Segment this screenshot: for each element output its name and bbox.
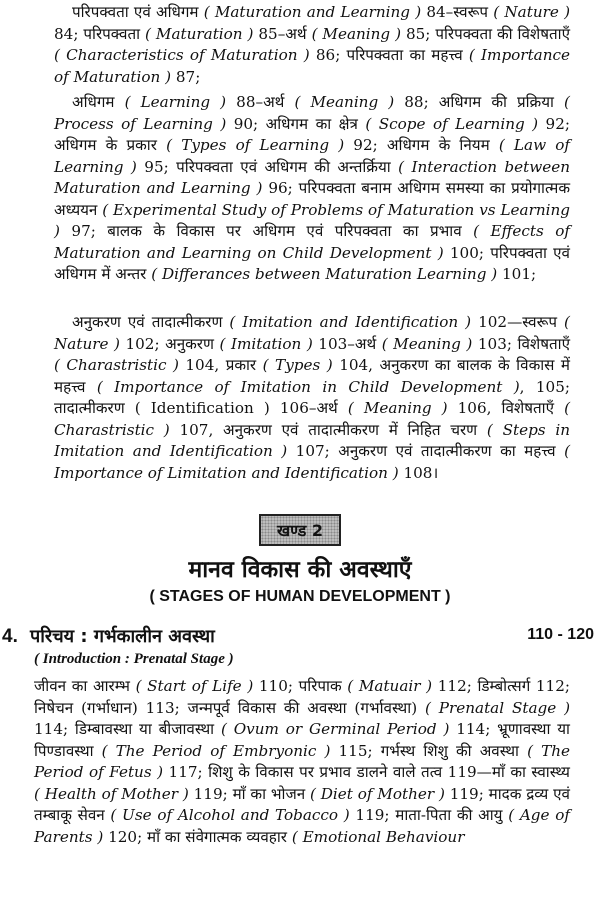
chapter-title: परिचय : गर्भकालीन अवस्था bbox=[30, 626, 215, 647]
english-gloss: ( Age of Parents ) bbox=[34, 806, 570, 846]
paragraph-learning bbox=[54, 92, 570, 286]
english-gloss: ( Law of Learning ) bbox=[54, 136, 571, 176]
chapter-number: 4. bbox=[2, 626, 18, 647]
hindi-text: 95; परिपक्वता एवं अधिगम की अन्तर्क्रिया bbox=[136, 157, 399, 176]
section-subtitle: ( STAGES OF HUMAN DEVELOPMENT ) bbox=[149, 588, 451, 605]
hindi-text: 110; परिपाक bbox=[253, 677, 348, 695]
english-gloss: ( Start of Life ) bbox=[135, 677, 254, 695]
hindi-text: 97; बालक के विकास पर अधिगम एवं परिपक्वता का प्रभाव bbox=[59, 222, 474, 240]
hindi-text: 85; परिपक्वता की विशेषताएँ bbox=[401, 24, 570, 43]
hindi-text: अधिगम bbox=[72, 93, 125, 111]
hindi-text: 107; अनुकरण एवं तादात्मीकरण का महत्त्व bbox=[287, 442, 565, 460]
english-gloss: ( Importance of Limitation and Identification ) bbox=[54, 442, 570, 482]
hindi-text: अनुकरण एवं तादात्मीकरण bbox=[72, 313, 230, 331]
hindi-text: 86; परिपक्वता का महत्त्व bbox=[309, 46, 469, 64]
hindi-text: 100; परिपक्वता एवं अधिगम में अन्तर bbox=[54, 243, 570, 283]
hindi-text: 102; अनुकरण bbox=[119, 334, 220, 353]
hindi-text: 114; भ्रूणावस्था या पिण्डावस्था bbox=[34, 720, 570, 760]
english-gloss: ( Meaning ) bbox=[347, 399, 448, 417]
hindi-text: 101; bbox=[497, 265, 537, 283]
english-gloss: ( Nature ) bbox=[493, 3, 571, 21]
hindi-text: 88–अर्थ bbox=[226, 93, 295, 111]
paragraph-maturation bbox=[54, 2, 570, 88]
english-gloss: ( Differances between Maturation Learning ) bbox=[151, 265, 498, 283]
hindi-text: 108। bbox=[398, 463, 439, 482]
english-gloss: ( Characteristics of Maturation ) bbox=[54, 46, 310, 64]
english-gloss: ( Types ) bbox=[262, 356, 333, 374]
english-gloss: ( Process of Learning ) bbox=[54, 93, 570, 133]
english-gloss: ( Steps in Imitation and Identification ) bbox=[54, 420, 570, 460]
hindi-text: जीवन का आरम्भ bbox=[34, 677, 136, 695]
english-gloss: ( Emotional Behaviour bbox=[291, 827, 465, 846]
section-title: मानव विकास की अवस्थाएँ bbox=[188, 557, 412, 583]
english-gloss: ( Meaning ) bbox=[381, 334, 473, 353]
english-gloss: ( Interaction between Maturation and Learning ) bbox=[54, 157, 570, 197]
english-gloss: ( Effects of Maturation and Learning on Child Development ) bbox=[54, 222, 570, 262]
english-gloss: ( Experimental Study of Problems of Maturation vs Learning ) bbox=[54, 200, 570, 240]
english-gloss: ( Health of Mother ) bbox=[34, 784, 189, 803]
english-gloss: ( Maturation and Learning ) bbox=[203, 3, 422, 21]
paragraph-prenatal bbox=[34, 676, 570, 848]
hindi-text: 106, विशेषताएँ bbox=[447, 399, 565, 417]
hindi-text: 90; अधिगम का क्षेत्र bbox=[226, 114, 366, 133]
hindi-text: 96; परिपक्वता बनाम अधिगम समस्या का प्रयोगात्मक अध्ययन bbox=[54, 179, 570, 219]
english-gloss: ( Charastristic ) bbox=[54, 356, 179, 374]
english-gloss: ( Types of Learning ) bbox=[166, 136, 345, 154]
english-gloss: ( Maturation ) bbox=[145, 24, 254, 43]
chapter-page-range: 110 - 120 bbox=[527, 626, 594, 643]
english-gloss: ( Importance of Imitation in Child Development ) bbox=[96, 377, 520, 396]
english-gloss: ( Diet of Mother ) bbox=[309, 784, 445, 803]
english-gloss: ( The Period of Embryonic ) bbox=[101, 741, 331, 760]
section-badge-row bbox=[0, 514, 600, 546]
english-gloss: ( Meaning ) bbox=[311, 24, 402, 43]
hindi-text: 85–अर्थ bbox=[253, 24, 312, 43]
section-badge: खण्ड 2 bbox=[259, 514, 341, 546]
english-gloss: ( Matuair ) bbox=[347, 677, 433, 695]
english-gloss: ( The Period of Fetus ) bbox=[34, 741, 570, 781]
hindi-text: 103–अर्थ bbox=[312, 334, 382, 353]
hindi-text: 114; डिम्बावस्था या बीजावस्था bbox=[34, 720, 221, 738]
english-gloss: ( Importance of Maturation ) bbox=[54, 46, 570, 86]
hindi-text: 119; माता-पिता की आयु bbox=[349, 806, 509, 824]
paragraph-imitation bbox=[54, 312, 570, 484]
english-gloss: ( Learning ) bbox=[124, 93, 227, 111]
hindi-text: 92; अधिगम के प्रकार bbox=[54, 114, 570, 154]
hindi-text: 104, प्रकार bbox=[178, 356, 263, 374]
hindi-text: 103; विशेषताएँ bbox=[472, 334, 570, 353]
hindi-text: 112; डिम्बोत्सर्ग 112; निषेचन (गर्भाधान) 113; जन्मपूर्व विकास की अवस्था (गर्भावस्था) bbox=[34, 677, 570, 717]
hindi-text: 104, अनुकरण का बालक के विकास में महत्त्व bbox=[54, 356, 571, 396]
english-gloss: ( Prenatal Stage ) bbox=[424, 698, 570, 717]
hindi-text: 120; माँ का संवेगात्मक व्यवहार bbox=[103, 827, 292, 846]
hindi-text: 102—स्वरूप bbox=[471, 313, 565, 331]
hindi-text: 119; माँ का भोजन bbox=[188, 784, 310, 803]
english-gloss: ( Use of Alcohol and Tobacco ) bbox=[110, 806, 350, 824]
english-gloss: ( Charastristic ) bbox=[54, 399, 571, 439]
hindi-text: 115; गर्भस्थ शिशु की अवस्था bbox=[330, 741, 528, 760]
hindi-text: 84; परिपक्वता bbox=[54, 24, 146, 43]
hindi-text: 92; अधिगम के नियम bbox=[344, 136, 499, 154]
chapter-subtitle: ( Introduction : Prenatal Stage ) bbox=[34, 651, 234, 667]
english-gloss: ( Ovum or Germinal Period ) bbox=[220, 720, 450, 738]
english-gloss: ( Meaning ) bbox=[294, 93, 395, 111]
hindi-text: 88; अधिगम की प्रक्रिया bbox=[394, 93, 565, 111]
english-gloss: ( Imitation and Identification ) bbox=[229, 313, 472, 331]
hindi-text: 107, अनुकरण एवं तादात्मीकरण में निहित चरण bbox=[169, 420, 487, 439]
hindi-text: परिपक्वता एवं अधिगम bbox=[72, 3, 204, 21]
hindi-text: 117; शिशु के विकास पर प्रभाव डालने वाले तत्व 119—माँ का स्वास्थ्य bbox=[163, 763, 570, 781]
hindi-text: 87; bbox=[171, 67, 201, 86]
hindi-text: 84–स्वरूप bbox=[421, 3, 494, 21]
hindi-text: 119; मादक द्रव्य एवं तम्बाकू सेवन bbox=[34, 784, 570, 824]
hindi-text: , 105; तादात्मीकरण ( Identification ) 106–अर्थ bbox=[54, 377, 570, 417]
english-gloss: ( Nature ) bbox=[54, 313, 570, 353]
english-gloss: ( Scope of Learning ) bbox=[365, 114, 539, 133]
english-gloss: ( Imitation ) bbox=[219, 334, 313, 353]
